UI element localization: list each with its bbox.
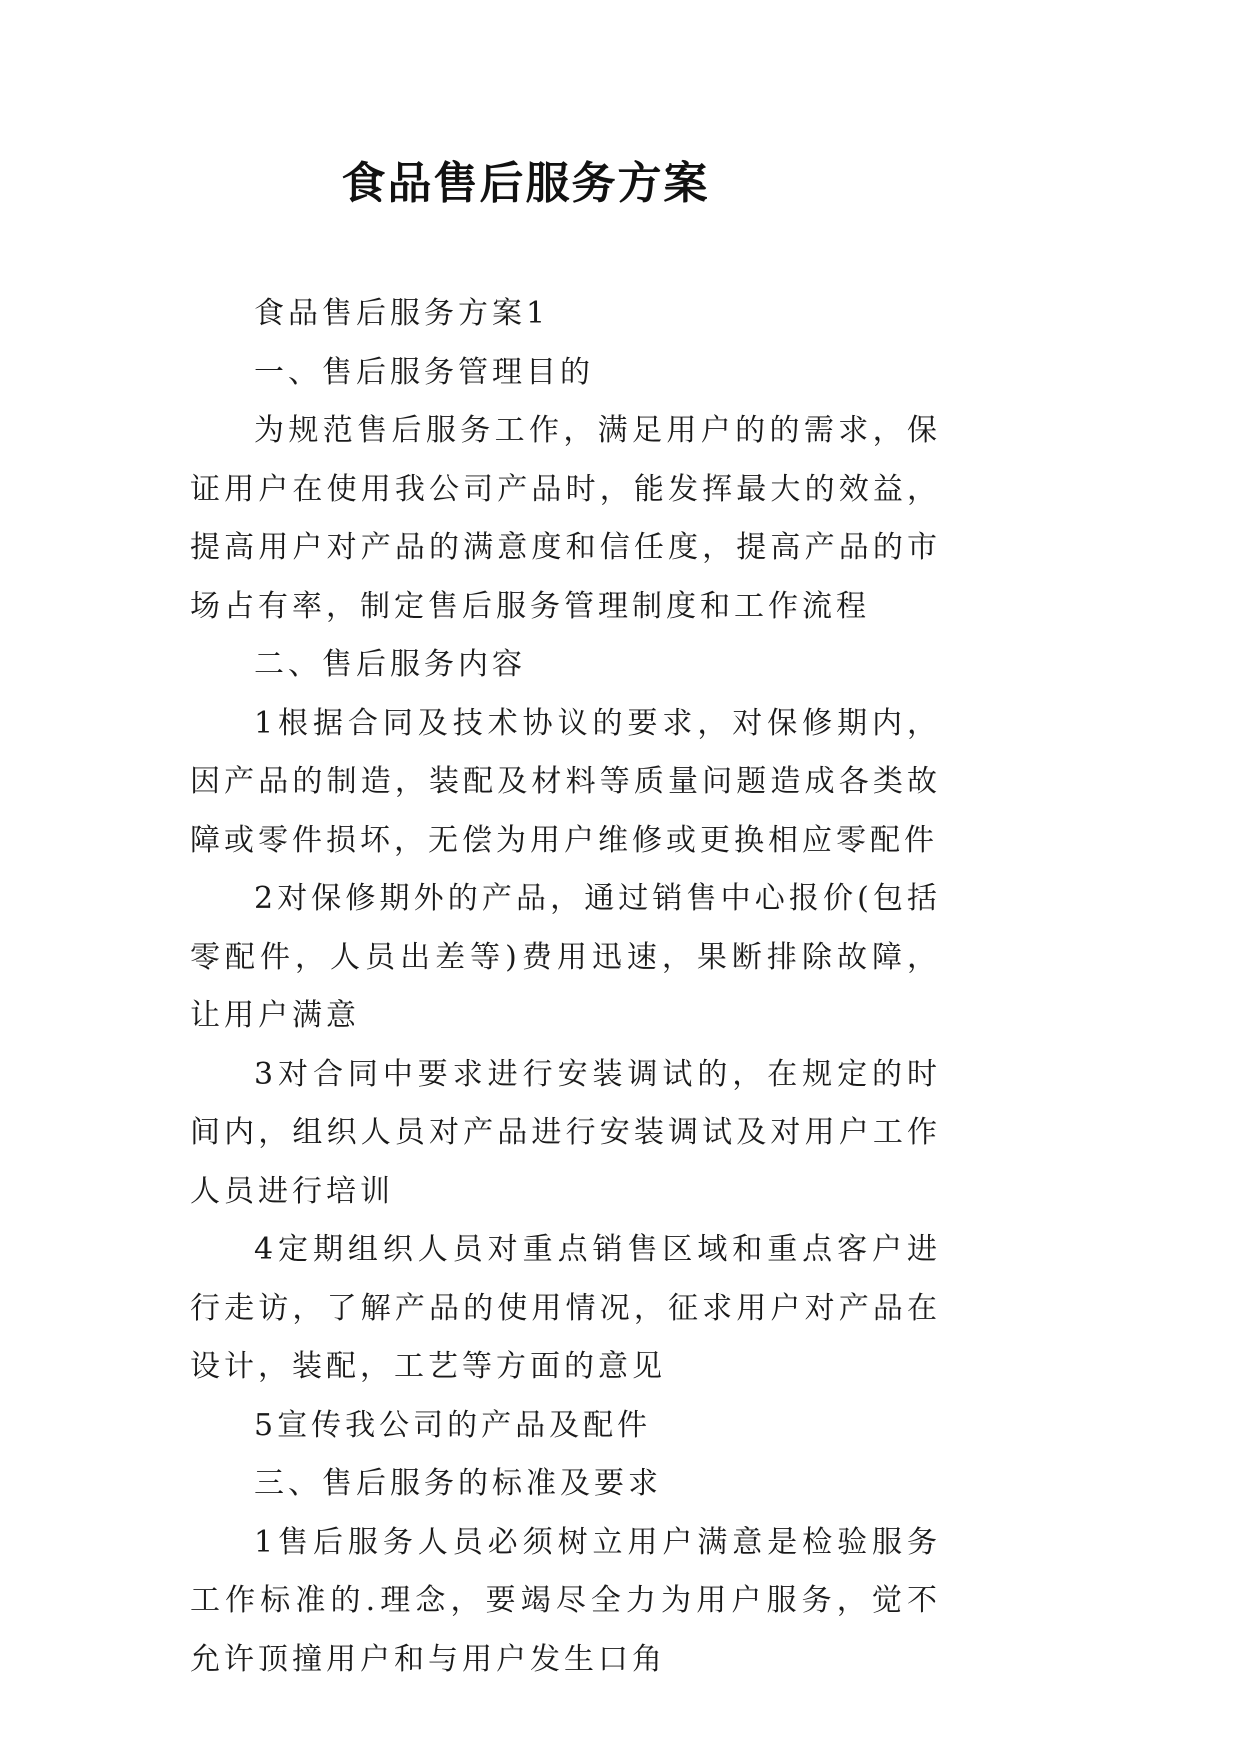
paragraph-content-1: 1根据合同及技术协议的要求，对保修期内，因产品的制造，装配及材料等质量问题造成各类故障或零件损坏，无偿为用户维修或更换相应零配件 (190, 705, 941, 858)
paragraph-content-5: 5宣传我公司的产品及配件 (254, 1407, 652, 1443)
paragraph-content-4: 4定期组织人员对重点销售区域和重点客户进行走访，了解产品的使用情况，征求用户对产品在设计，装配，工艺等方面的意见 (190, 1232, 941, 1384)
paragraph-standards-1: 1售后服务人员必须树立用户满意是检验服务工作标准的.理念，要竭尽全力为用户服务，觉不允许顶撞用户和与用户发生口角 (190, 1524, 941, 1677)
section-heading-content: 二、售后服务内容 (254, 647, 526, 682)
section-heading-standards: 三、售后服务的标准及要求 (254, 1466, 662, 1501)
paragraph-purpose: 为规范售后服务工作，满足用户的的需求，保证用户在使用我公司产品时，能发挥最大的效益，提高用户对产品的满意度和信任度，提高产品的市场占有率，制定售后服务管理制度和工作流程 (190, 413, 941, 624)
paragraph-content-3: 3对合同中要求进行安装调试的，在规定的时间内，组织人员对产品进行安装调试及对用户工作人员进行培训 (190, 1056, 941, 1209)
document-title: 食品售后服务方案 (341, 158, 710, 209)
heading-plan-1: 食品售后服务方案1 (254, 296, 550, 331)
paragraph-content-2: 2对保修期外的产品，通过销售中心报价(包括零配件，人员出差等)费用迅速，果断排除故障，让用户满意 (190, 881, 941, 1033)
section-heading-purpose: 一、售后服务管理目的 (254, 354, 594, 390)
document-body (190, 285, 941, 1689)
